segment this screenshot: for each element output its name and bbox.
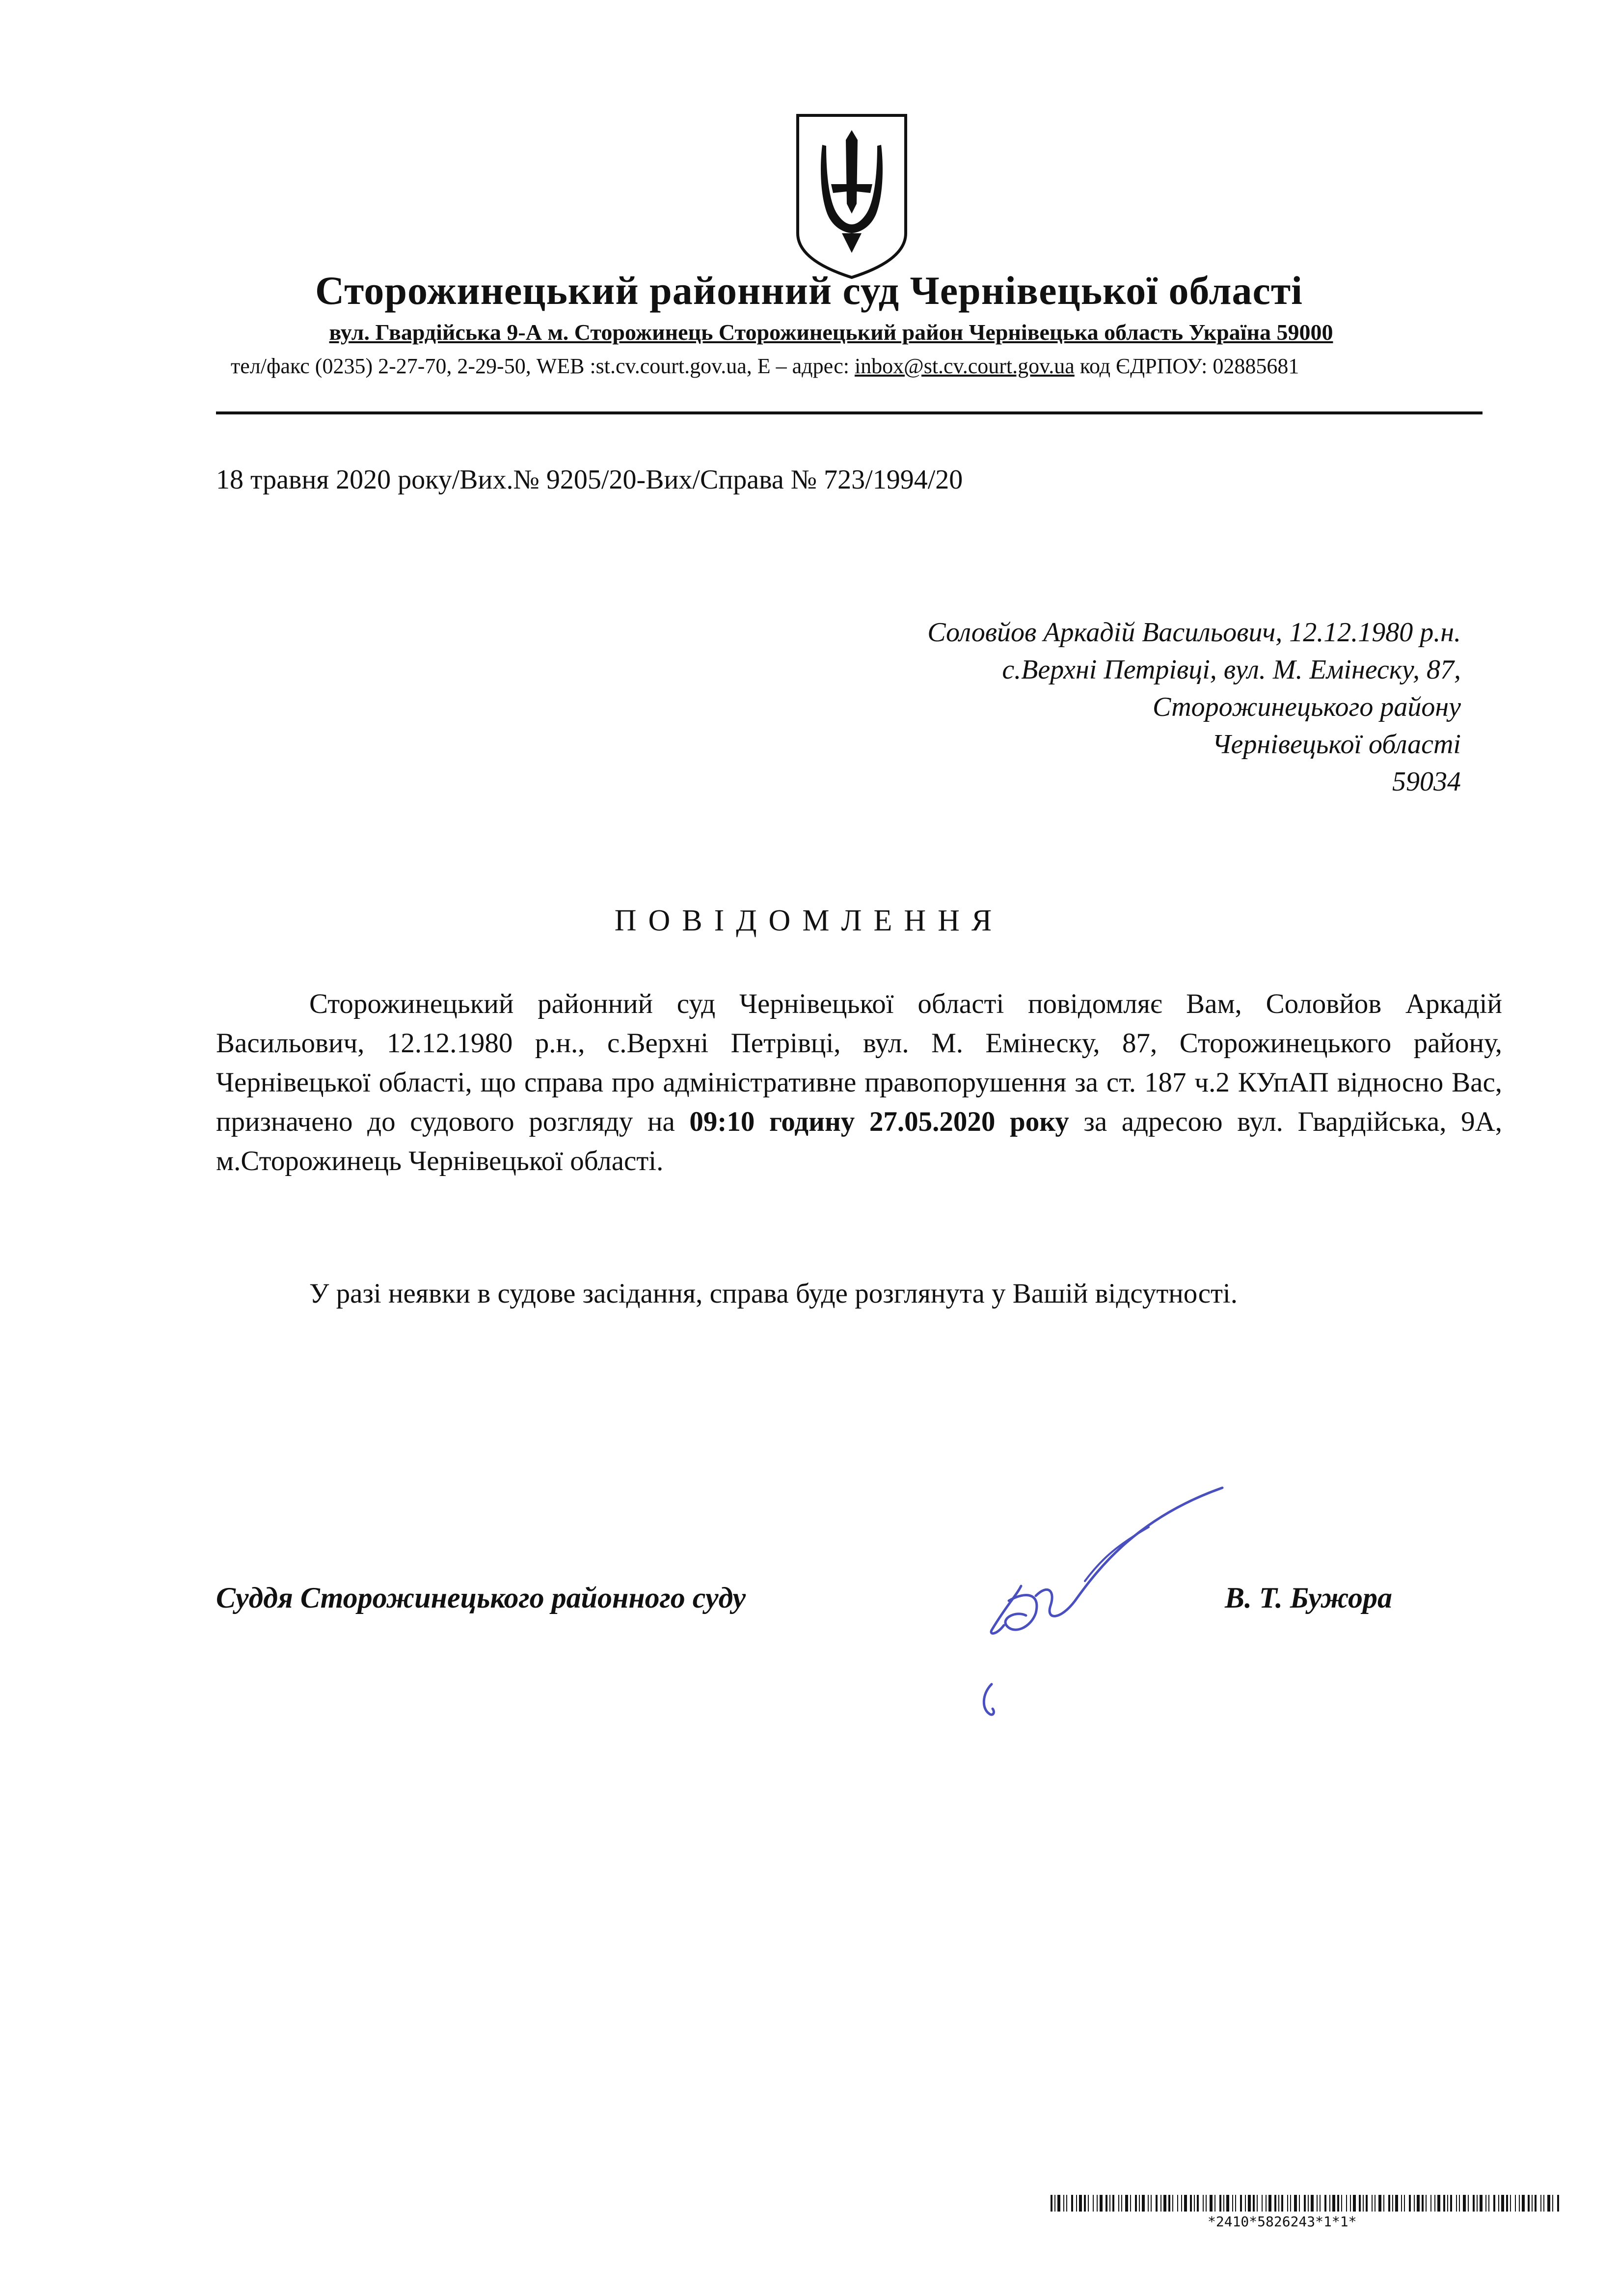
barcode-bar — [1388, 2195, 1390, 2212]
barcode-bar — [1372, 2195, 1373, 2212]
barcode-bar — [1437, 2195, 1440, 2212]
barcode-bar — [1151, 2195, 1152, 2212]
barcode-bar — [1268, 2195, 1271, 2212]
notice-paragraph-2: У разі неявки в судове засідання, справа буде розглянута у Вашій відсутності. — [309, 1278, 1238, 1309]
barcode-bar — [1232, 2195, 1233, 2212]
barcode-bar — [1480, 2195, 1483, 2212]
barcode-bar — [1130, 2195, 1131, 2212]
barcode-number: *2410*5826243*1*1* — [1208, 2214, 1357, 2230]
barcode-bar — [1341, 2195, 1342, 2212]
reference-line: 18 травня 2020 року/Вих.№ 9205/20-Вих/Справа № 723/1994/20 — [216, 465, 963, 495]
barcode-bar — [1054, 2195, 1055, 2212]
notice-paragraph-1 — [216, 984, 1502, 1181]
barcode-bar — [1266, 2195, 1267, 2212]
barcode-bar — [1332, 2195, 1335, 2212]
barcode-bar — [1245, 2195, 1246, 2212]
barcode-bar — [1456, 2195, 1457, 2212]
barcode-bar — [1350, 2195, 1351, 2212]
barcode-bar — [1197, 2195, 1199, 2212]
barcode-bar — [1206, 2195, 1207, 2212]
barcode-bar — [1084, 2195, 1086, 2212]
addressee-line: Соловйов Аркадій Васильович, 12.12.1980 р.н. — [927, 617, 1461, 648]
addressee-line: Сторожинецького району — [1153, 692, 1461, 722]
paragraph-text: за адресою вул. Гвардійська, 9А, м.Сторожинець Чернівецької області. — [216, 1106, 1502, 1176]
barcode-bar — [1359, 2195, 1361, 2212]
paragraph-text: Сторожинецький районний суд Чернівецької області повідомляє Вам, Соловйов Аркадій Васильович, 12.12.1980 р.н., с.Верхні Петрівці, вул. М. Емінеску, 87, Сторожинецького району, Чернівецької області, що справа про адміністративне правопорушення за ст. 187 ч.2 КУпАП відносно Вас, призначено до судового розгляду на — [216, 988, 1502, 1137]
barcode-bar — [1235, 2195, 1236, 2212]
addressee-line: 59034 — [1392, 766, 1461, 797]
barcode-bar — [1450, 2195, 1452, 2212]
barcode-bar — [1142, 2195, 1145, 2212]
barcode-bar — [1473, 2195, 1475, 2212]
barcode-bar — [1543, 2195, 1544, 2212]
barcode-bar — [1088, 2195, 1089, 2212]
barcode-bar — [1203, 2195, 1204, 2212]
barcode-bar — [1463, 2195, 1466, 2212]
barcode-bar — [1181, 2195, 1182, 2212]
barcode-bar — [1093, 2195, 1094, 2212]
barcode-bar — [1210, 2195, 1213, 2212]
barcode-bar — [1290, 2195, 1291, 2212]
barcode-bar — [1274, 2195, 1276, 2212]
barcode-bar — [1071, 2195, 1073, 2212]
barcode-bar — [1540, 2195, 1541, 2212]
contacts-suffix: код ЄДРПОУ: 02885681 — [1074, 354, 1299, 378]
coat-of-arms-icon — [793, 110, 911, 282]
barcode-bar — [1366, 2195, 1368, 2212]
barcode-bar — [1378, 2195, 1381, 2212]
barcode-bar — [1329, 2195, 1330, 2212]
barcode-bar — [1118, 2195, 1119, 2212]
barcode-bar — [1308, 2195, 1309, 2212]
barcode-bar — [1214, 2195, 1215, 2212]
barcode-bar — [1304, 2195, 1306, 2212]
barcode-bar — [1468, 2195, 1469, 2212]
barcode-bar — [1515, 2195, 1516, 2212]
barcode-bar — [1184, 2195, 1187, 2212]
barcode-bar — [1112, 2195, 1114, 2212]
barcode-bar — [1488, 2195, 1489, 2212]
barcode-bar — [1493, 2195, 1495, 2212]
barcode-bar — [1278, 2195, 1279, 2212]
barcode-bar — [1434, 2195, 1435, 2212]
barcode-bar — [1506, 2195, 1508, 2212]
barcode-bar — [1139, 2195, 1140, 2212]
court-address: вул. Гвардійська 9-А м. Сторожинець Сторожинецький район Чернівецька область Україна 59000 — [329, 320, 1333, 345]
barcode-bar — [1148, 2195, 1149, 2212]
notice-title: ПОВІДОМЛЕННЯ — [614, 904, 1004, 937]
barcode-bar — [1248, 2195, 1251, 2212]
addressee-line: с.Верхні Петрівці, вул. М. Емінеску, 87, — [1002, 655, 1461, 685]
barcode-bar — [1426, 2195, 1427, 2212]
barcode-bar — [1190, 2195, 1192, 2212]
barcode-bar — [1485, 2195, 1486, 2212]
judge-name: В. Т. Бужора — [1225, 1582, 1393, 1614]
addressee-line: Чернівецької області — [1212, 729, 1461, 760]
barcode-bar — [1109, 2195, 1110, 2212]
barcode-bar — [1121, 2195, 1122, 2212]
barcode-bar — [1066, 2195, 1067, 2212]
barcode-bar — [1172, 2195, 1173, 2212]
barcode-bar — [1294, 2195, 1297, 2212]
barcode-bar — [1163, 2195, 1166, 2212]
barcode-bar — [1317, 2195, 1318, 2212]
barcode-bar — [1156, 2195, 1158, 2212]
barcode-bar — [1299, 2195, 1300, 2212]
barcode-bar — [1346, 2195, 1347, 2212]
hearing-datetime: 09:10 годину 27.05.2020 року — [689, 1106, 1069, 1137]
email-link[interactable]: inbox@st.cv.court.gov.ua — [854, 354, 1075, 378]
barcode-bar — [1063, 2195, 1064, 2212]
barcode-bar — [1552, 2195, 1553, 2212]
barcode-bar — [1097, 2195, 1098, 2212]
handwritten-signature — [962, 1478, 1237, 1733]
barcode-bar — [1079, 2195, 1082, 2212]
barcode-bar — [1135, 2195, 1137, 2212]
barcode-bar — [1510, 2195, 1511, 2212]
barcode-bar — [1353, 2195, 1356, 2212]
barcode-bar — [1106, 2195, 1107, 2212]
barcode-bar — [1477, 2195, 1478, 2212]
barcode — [1051, 2195, 1566, 2212]
barcode-bar — [1532, 2195, 1533, 2212]
barcode-bar — [1262, 2195, 1263, 2212]
barcode-bar — [1194, 2195, 1195, 2212]
barcode-bar — [1547, 2195, 1550, 2212]
barcode-bar — [1395, 2195, 1398, 2212]
barcode-bar — [1535, 2195, 1537, 2212]
barcode-bar — [1519, 2195, 1520, 2212]
barcode-bar — [1401, 2195, 1402, 2212]
barcode-bar — [1443, 2195, 1445, 2212]
barcode-bar — [1422, 2195, 1424, 2212]
barcode-bar — [1414, 2195, 1415, 2212]
barcode-bar — [1501, 2195, 1504, 2212]
court-contacts — [231, 354, 1299, 379]
barcode-bar — [1100, 2195, 1103, 2212]
barcode-bar — [1557, 2195, 1559, 2212]
barcode-bar — [1226, 2195, 1229, 2212]
barcode-bar — [1125, 2195, 1128, 2212]
barcode-bar — [1417, 2195, 1420, 2212]
barcode-bar — [1383, 2195, 1384, 2212]
header-divider — [216, 411, 1483, 414]
barcode-bar — [1320, 2195, 1321, 2212]
contacts-prefix: тел/факс (0235) 2-27-70, 2-29-50, WEB :st.cv.court.gov.ua, E – адрес: — [231, 354, 855, 378]
barcode-bar — [1498, 2195, 1499, 2212]
barcode-bar — [1219, 2195, 1221, 2212]
barcode-bar — [1168, 2195, 1170, 2212]
barcode-bar — [1287, 2195, 1288, 2212]
barcode-bar — [1392, 2195, 1393, 2212]
barcode-bar — [1051, 2195, 1052, 2212]
judge-title: Суддя Сторожинецького районного суду — [216, 1582, 746, 1614]
barcode-bar — [1409, 2195, 1411, 2212]
barcode-bar — [1223, 2195, 1224, 2212]
barcode-bar — [1363, 2195, 1364, 2212]
barcode-bar — [1522, 2195, 1525, 2212]
barcode-bar — [1160, 2195, 1161, 2212]
barcode-bar — [1447, 2195, 1448, 2212]
barcode-bar — [1057, 2195, 1060, 2212]
barcode-bar — [1240, 2195, 1242, 2212]
addressee-block — [927, 614, 1461, 800]
barcode-bar — [1177, 2195, 1178, 2212]
barcode-bar — [1459, 2195, 1460, 2212]
barcode-bar — [1324, 2195, 1326, 2212]
court-name: Сторожинецький районний суд Чернівецької області — [315, 268, 1303, 313]
barcode-bar — [1257, 2195, 1258, 2212]
barcode-bar — [1528, 2195, 1530, 2212]
barcode-bar — [1076, 2195, 1077, 2212]
barcode-bar — [1404, 2195, 1405, 2212]
barcode-bar — [1311, 2195, 1314, 2212]
barcode-bar — [1281, 2195, 1283, 2212]
barcode-bar — [1430, 2195, 1431, 2212]
barcode-bar — [1253, 2195, 1255, 2212]
barcode-bar — [1337, 2195, 1339, 2212]
